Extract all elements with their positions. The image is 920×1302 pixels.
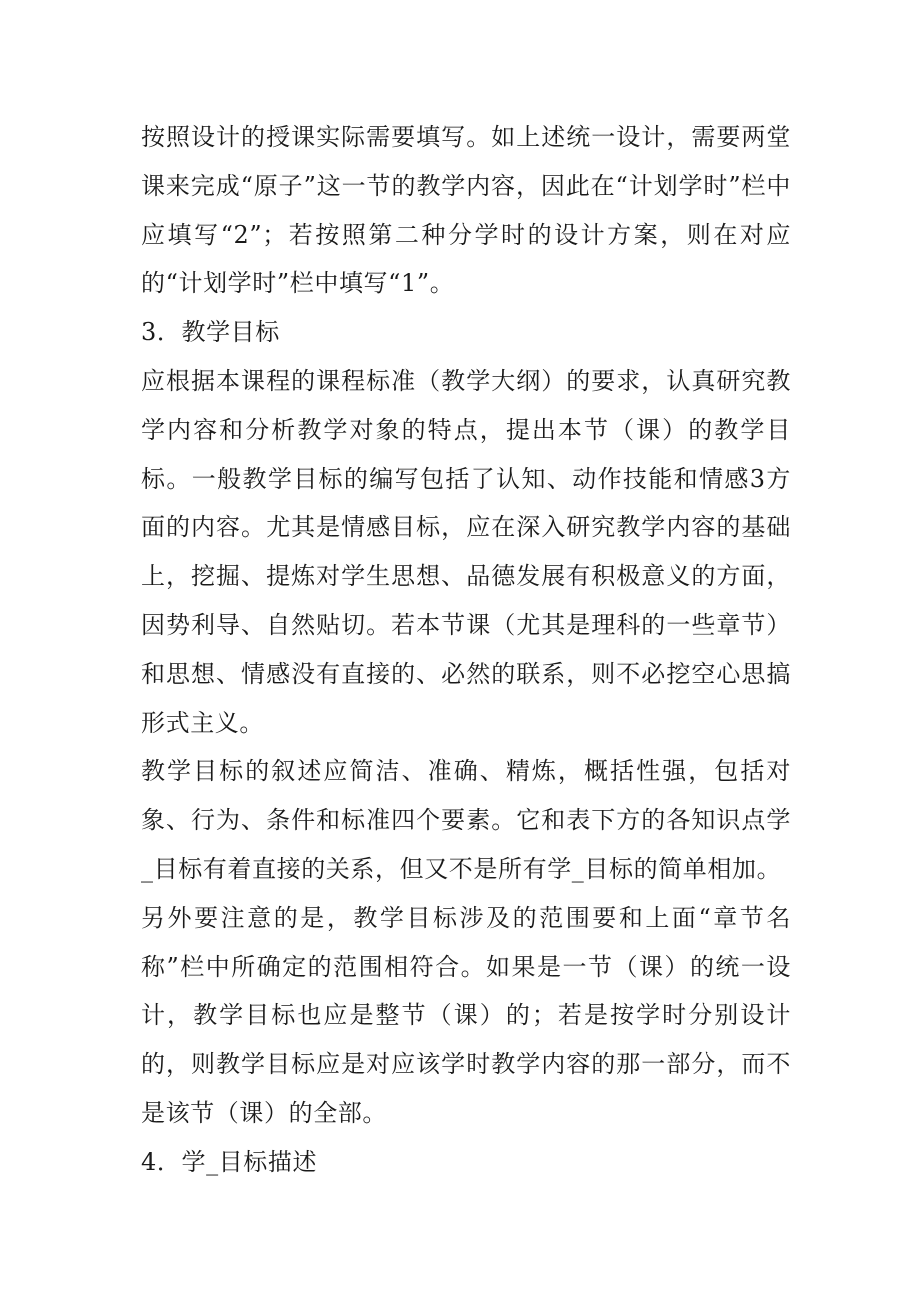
paragraph-class-hours: 按照设计的授课实际需要填写。如上述统一设计，需要两堂课来完成“原子”这一节的教学内容，因此在“计划学时”栏中应填写“2”；若按照第二种分学时的设计方案，则在对应的“计划学时”栏中填写“1”。: [141, 123, 791, 298]
paragraph-objectives-statement: 教学目标的叙述应简洁、准确、精炼，概括性强，包括对象、行为、条件和标准四个要素。它和表下方的各知识点学_目标有着直接的关系，但又不是所有学_目标的简单相加。: [141, 757, 791, 883]
section-heading-teaching-objectives: 3．教学目标: [141, 318, 280, 347]
paragraph-objectives-scope: 另外要注意的是，教学目标涉及的范围要和上面“章节名称”栏中所确定的范围相符合。如果是一节（课）的统一设计，教学目标也应是整节（课）的；若是按学时分别设计的，则教学目标应是对应该学时教学内容的那一部分，而不是该节（课）的全部。: [141, 903, 791, 1127]
document-body: [141, 113, 791, 1187]
section-heading-learning-objectives: 4．学_目标描述: [141, 1147, 318, 1176]
paragraph-objectives-basis: 应根据本课程的课程标准（教学大纲）的要求，认真研究教学内容和分析教学对象的特点，提出本节（课）的教学目标。一般教学目标的编写包括了认知、动作技能和情感3方面的内容。尤其是情感目标，应在深入研究教学内容的基础上，挖掘、提炼对学生思想、品德发展有积极意义的方面，因势利导、自然贴切。若本节课（尤其是理科的一些章节）和思想、情感没有直接的、必然的联系，则不必挖空心思搞形式主义。: [141, 366, 791, 737]
